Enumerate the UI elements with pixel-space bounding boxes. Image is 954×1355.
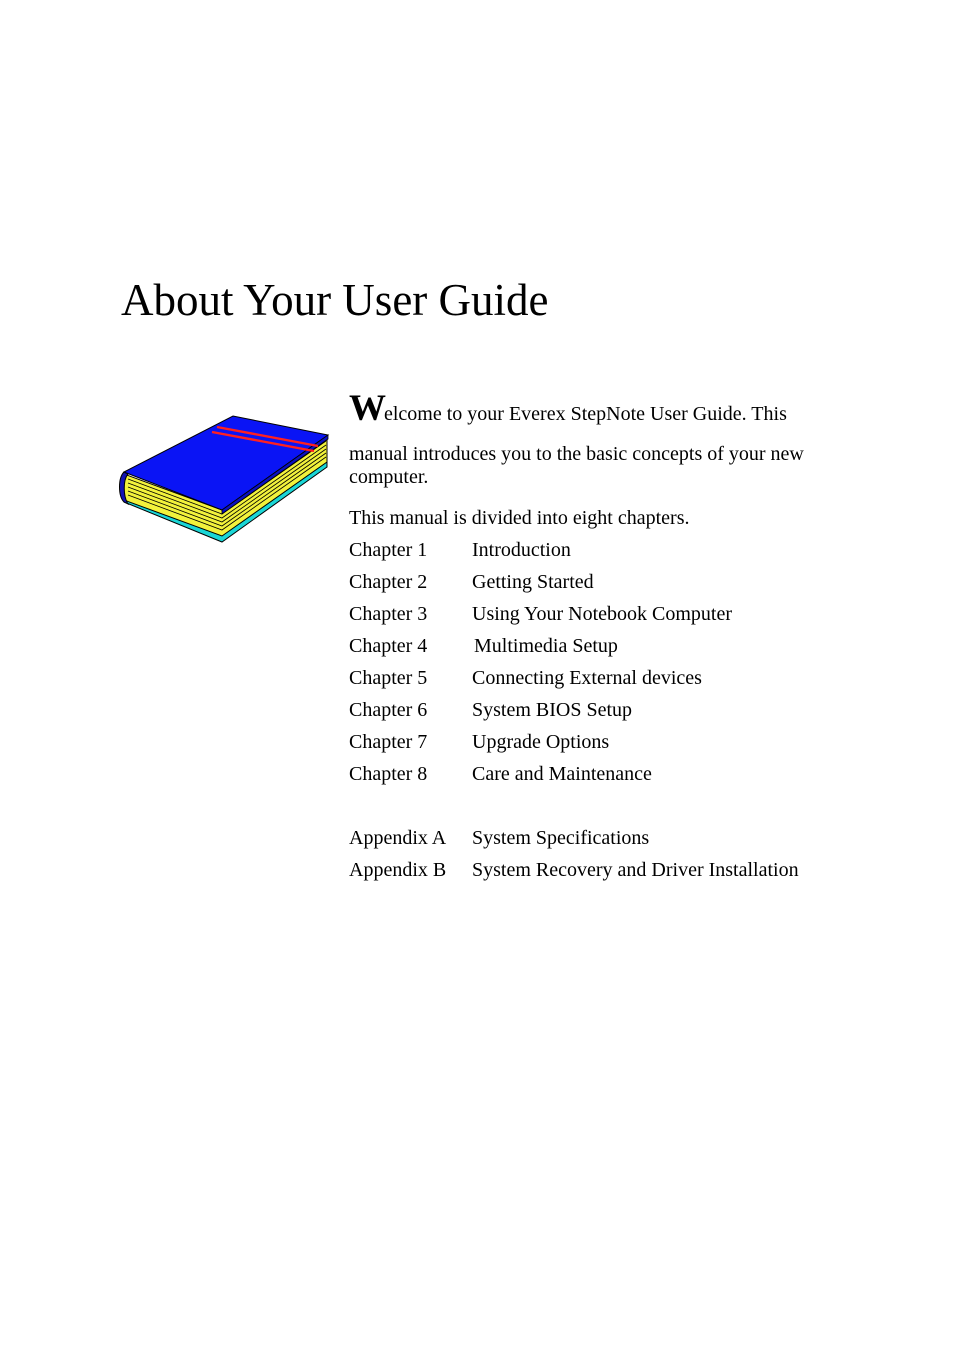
chapter-item bbox=[349, 598, 889, 630]
appendix-title: System Recovery and Driver Installation bbox=[472, 859, 799, 881]
chapter-label: Chapter 7 bbox=[349, 731, 428, 753]
chapter-item bbox=[349, 694, 889, 726]
book-icon bbox=[118, 412, 333, 548]
chapter-label: Chapter 6 bbox=[349, 699, 428, 721]
chapter-item bbox=[349, 758, 889, 790]
chapter-item bbox=[349, 566, 889, 598]
appendix-label: Appendix A bbox=[349, 827, 447, 849]
appendix-item bbox=[349, 854, 889, 886]
chapter-label: Chapter 8 bbox=[349, 763, 428, 785]
chapter-title: Using Your Notebook Computer bbox=[472, 603, 733, 625]
intro-paragraph bbox=[349, 388, 889, 494]
main-content bbox=[349, 388, 889, 886]
chapter-label: Chapter 5 bbox=[349, 667, 428, 689]
chapter-label: Chapter 4 bbox=[349, 635, 428, 657]
chapter-label: Chapter 3 bbox=[349, 603, 428, 625]
chapter-label: Chapter 1 bbox=[349, 539, 428, 561]
page-title: About Your User Guide bbox=[121, 275, 549, 325]
chapter-title: Upgrade Options bbox=[472, 731, 610, 753]
intro-line-3: computer. bbox=[349, 466, 429, 488]
intro-line-1: elcome to your Everex StepNote User Guide. This bbox=[384, 403, 787, 425]
intro-line-2: manual introduces you to the basic concepts of your new bbox=[349, 443, 804, 465]
chapter-title: System BIOS Setup bbox=[472, 699, 633, 721]
chapter-label: Chapter 2 bbox=[349, 571, 428, 593]
chapter-title: Multimedia Setup bbox=[474, 635, 618, 657]
chapter-title: Introduction bbox=[472, 539, 571, 561]
drop-cap: W bbox=[349, 388, 384, 429]
appendix-title: System Specifications bbox=[472, 827, 650, 849]
chapter-item bbox=[349, 662, 889, 694]
chapter-title: Connecting External devices bbox=[472, 667, 702, 689]
chapter-intro-text: This manual is divided into eight chapters. bbox=[349, 507, 690, 529]
appendix-list bbox=[349, 822, 889, 886]
chapter-item bbox=[349, 534, 889, 566]
chapter-item bbox=[349, 630, 889, 662]
chapter-list bbox=[349, 534, 889, 790]
chapter-item bbox=[349, 726, 889, 758]
chapter-title: Getting Started bbox=[472, 571, 594, 593]
appendix-item bbox=[349, 822, 889, 854]
chapter-title: Care and Maintenance bbox=[472, 763, 652, 785]
appendix-label: Appendix B bbox=[349, 859, 447, 881]
